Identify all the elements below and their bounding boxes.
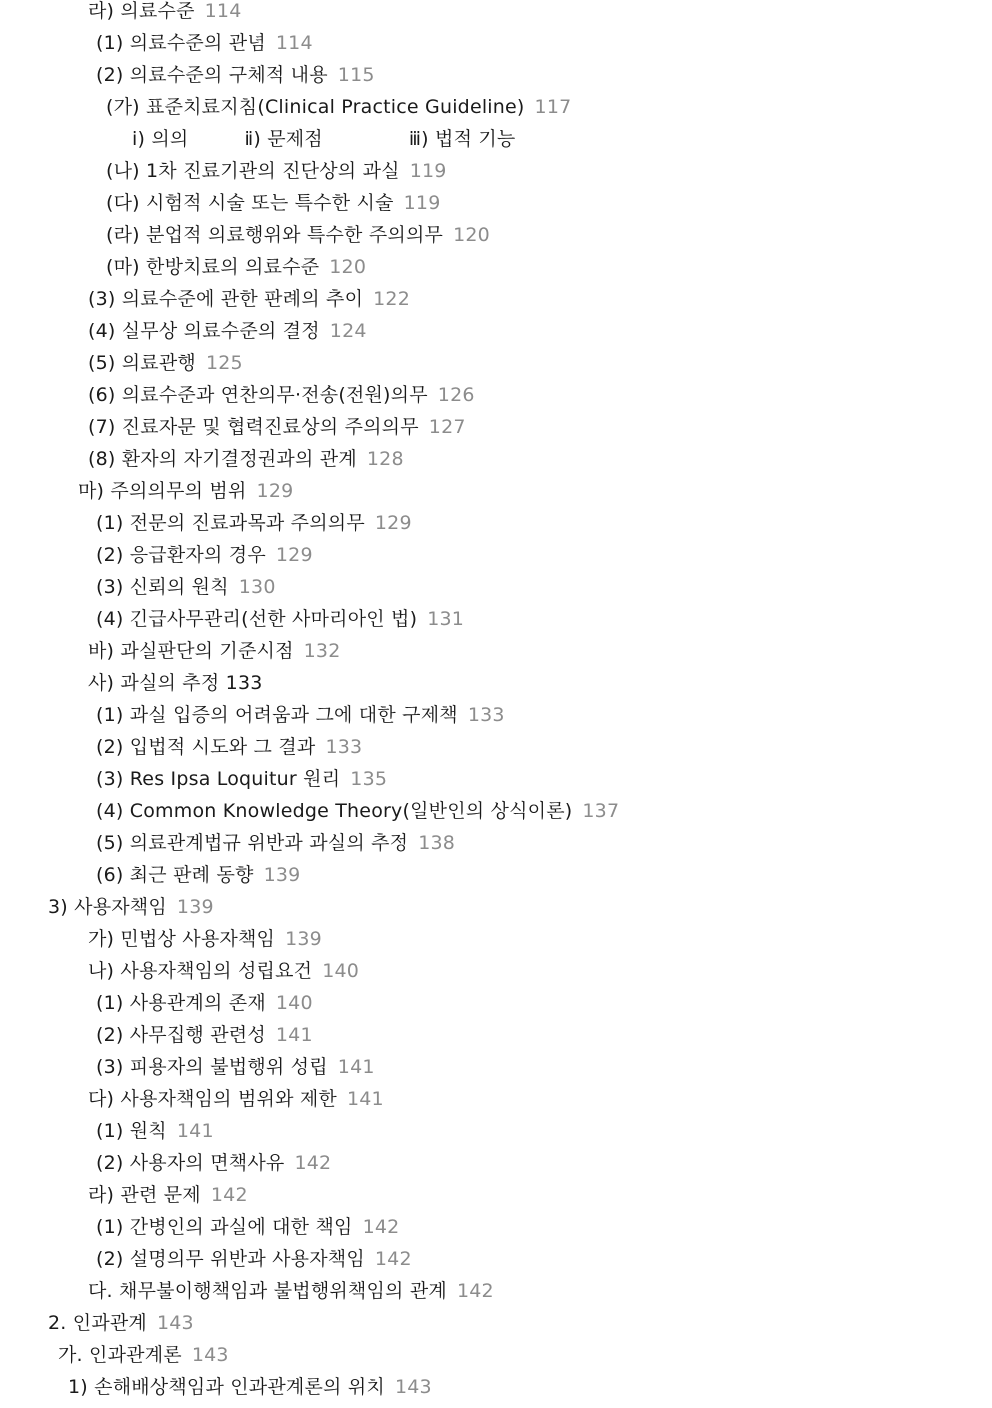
toc-entry-page: 127 — [428, 416, 466, 438]
toc-subitem: ⅲ) 법적 기능 — [408, 128, 516, 150]
toc-entry-title: 라) 의료수준 — [88, 0, 195, 22]
toc-entry[interactable] — [96, 992, 313, 1024]
toc-entry-title: (1) 간병인의 과실에 대한 책임 — [96, 1216, 353, 1238]
toc-entry-page: 140 — [322, 960, 360, 982]
toc-entry-page: 141 — [275, 1024, 313, 1046]
toc-entry[interactable] — [96, 736, 362, 768]
toc-entry-page: 142 — [362, 1216, 400, 1238]
toc-entry-page: 142 — [210, 1184, 248, 1206]
toc-entry[interactable] — [88, 960, 359, 992]
toc-entry-title: (2) 사무집행 관련성 — [96, 1024, 266, 1046]
toc-entry-page: 114 — [275, 32, 313, 54]
toc-entry-page: 125 — [205, 352, 243, 374]
toc-entry[interactable] — [58, 1344, 229, 1376]
toc-entry-page: 126 — [437, 384, 475, 406]
toc-entry-title: (5) 의료관행 — [88, 352, 196, 374]
toc-entry-title: (1) 전문의 진료과목과 주의의무 — [96, 512, 365, 534]
toc-entry[interactable] — [96, 64, 375, 96]
toc-entry-page: 120 — [453, 224, 490, 246]
toc-entry[interactable] — [96, 608, 464, 640]
toc-entry-title: (7) 진료자문 및 협력진료상의 주의의무 — [88, 416, 419, 438]
toc-entry-title: 다. 채무불이행책임과 불법행위책임의 관계 — [88, 1280, 447, 1302]
toc-entry[interactable] — [48, 896, 214, 928]
toc-entry-page: 142 — [456, 1280, 494, 1302]
toc-entry[interactable] — [88, 320, 367, 352]
toc-entry-title: (6) 최근 판례 동향 — [96, 864, 254, 886]
toc-entry-page: 139 — [263, 864, 301, 886]
toc-entry-page: 137 — [582, 800, 620, 822]
toc-entry-title: (2) 사용자의 면책사유 — [96, 1152, 285, 1174]
toc-entry-title: (3) Res Ipsa Loquitur 원리 — [96, 768, 341, 790]
toc-entry[interactable] — [96, 1024, 313, 1056]
toc-entry[interactable] — [96, 1120, 214, 1152]
toc-entry[interactable] — [106, 160, 447, 192]
toc-entry[interactable] — [96, 32, 313, 64]
toc-entry[interactable] — [88, 416, 466, 448]
toc-entry[interactable] — [88, 1280, 494, 1312]
toc-entry[interactable] — [68, 1376, 432, 1408]
toc-entry[interactable] — [96, 768, 387, 800]
toc-entry[interactable] — [96, 704, 505, 736]
toc-entry-page: 142 — [294, 1152, 332, 1174]
toc-entry-page: 140 — [275, 992, 313, 1014]
toc-subitem: ⅱ) 문제점 — [244, 128, 323, 150]
toc-entry[interactable] — [88, 0, 242, 32]
toc-subitem: ⅰ) 의의 — [132, 128, 189, 150]
toc-entry-title: (5) 의료관계법규 위반과 과실의 추정 — [96, 832, 409, 854]
toc-entry-page: 129 — [256, 480, 294, 502]
toc-entry[interactable] — [96, 800, 619, 832]
toc-entry-title: (2) 의료수준의 구체적 내용 — [96, 64, 328, 86]
toc-entry-title: 1) 손해배상책임과 인과관계론의 위치 — [68, 1376, 385, 1398]
toc-entry-page: 139 — [285, 928, 322, 950]
toc-entry-title: (4) 실무상 의료수준의 결정 — [88, 320, 320, 342]
toc-entry[interactable] — [96, 1248, 412, 1280]
toc-entry-title: (3) 피용자의 불법행위 성립 — [96, 1056, 328, 1078]
toc-entry-title: (마) 한방치료의 의료수준 — [106, 256, 320, 278]
toc-entry-page: 143 — [191, 1344, 229, 1366]
toc-entry-page: 122 — [373, 288, 410, 310]
toc-entry[interactable] — [88, 672, 263, 704]
toc-entry[interactable] — [88, 384, 475, 416]
toc-entry-title: 라) 관련 문제 — [88, 1184, 201, 1206]
toc-entry[interactable] — [132, 128, 516, 160]
toc-entry-title: (가) 표준치료지침(Clinical Practice Guideline) — [106, 96, 525, 118]
toc-entry-title: (라) 분업적 의료행위와 특수한 주의의무 — [106, 224, 444, 246]
toc-entry-title: (1) 원칙 — [96, 1120, 167, 1142]
toc-entry-title: 바) 과실판단의 기준시점 — [88, 640, 294, 662]
toc-entry-page: 143 — [394, 1376, 432, 1398]
toc-entry[interactable] — [106, 224, 490, 256]
toc-entry-page: 141 — [346, 1088, 384, 1110]
toc-entry[interactable] — [88, 928, 322, 960]
toc-entry[interactable] — [106, 96, 571, 128]
toc-entry-title: 사) 과실의 추정 133 — [88, 672, 263, 694]
toc-entry-title: (6) 의료수준과 연찬의무·전송(전원)의무 — [88, 384, 428, 406]
toc-entry-page: 124 — [329, 320, 367, 342]
toc-entry[interactable] — [96, 576, 276, 608]
toc-entry[interactable] — [96, 1152, 331, 1184]
toc-entry-page: 120 — [329, 256, 367, 278]
toc-entry-title: 가) 민법상 사용자책임 — [88, 928, 276, 950]
toc-entry-page: 141 — [337, 1056, 375, 1078]
toc-entry-page: 129 — [374, 512, 412, 534]
toc-entry-page: 117 — [534, 96, 572, 118]
toc-entry-title: (2) 입법적 시도와 그 결과 — [96, 736, 316, 758]
toc-entry-page: 133 — [467, 704, 505, 726]
toc-entry[interactable] — [88, 288, 410, 320]
toc-entry-title: 마) 주의의무의 범위 — [78, 480, 247, 502]
toc-entry[interactable] — [106, 256, 366, 288]
toc-entry-title: (1) 과실 입증의 어려움과 그에 대한 구제책 — [96, 704, 458, 726]
toc-entry[interactable] — [96, 544, 313, 576]
toc-entry-title: (4) 긴급사무관리(선한 사마리아인 법) — [96, 608, 418, 630]
toc-entry-page: 128 — [366, 448, 404, 470]
toc-entry-title: 나) 사용자책임의 성립요건 — [88, 960, 313, 982]
toc-entry-page: 141 — [176, 1120, 214, 1142]
toc-entry[interactable] — [88, 640, 341, 672]
toc-entry-title: (2) 응급환자의 경우 — [96, 544, 266, 566]
toc-entry[interactable] — [88, 1184, 248, 1216]
toc-entry[interactable] — [88, 352, 243, 384]
toc-entry-title: (3) 의료수준에 관한 판례의 추이 — [88, 288, 364, 310]
toc-entry-title: (다) 시험적 시술 또는 특수한 시술 — [106, 192, 394, 214]
toc-entry-title: 2. 인과관계 — [48, 1312, 147, 1334]
toc-entry-title: (3) 신뢰의 원칙 — [96, 576, 229, 598]
toc-entry-page: 132 — [303, 640, 341, 662]
toc-entry[interactable] — [96, 832, 455, 864]
toc-entry-page: 143 — [156, 1312, 194, 1334]
toc-entry-title: 다) 사용자책임의 범위와 제한 — [88, 1088, 337, 1110]
toc-entry[interactable] — [96, 864, 300, 896]
toc-entry-title: 3) 사용자책임 — [48, 896, 167, 918]
toc-entry[interactable] — [106, 192, 441, 224]
toc-entry-page: 129 — [275, 544, 313, 566]
toc-entry[interactable] — [88, 1088, 384, 1120]
toc-entry-page: 119 — [409, 160, 447, 182]
toc-entry-page: 114 — [204, 0, 242, 22]
toc-entry[interactable] — [88, 448, 404, 480]
toc-entry[interactable] — [96, 1056, 375, 1088]
toc-entry-title: (8) 환자의 자기결정권과의 관계 — [88, 448, 357, 470]
toc-entry-title: (1) 의료수준의 관념 — [96, 32, 266, 54]
toc-entry-title: (4) Common Knowledge Theory(일반인의 상식이론) — [96, 800, 573, 822]
toc-entry-page: 133 — [325, 736, 363, 758]
toc-entry[interactable] — [96, 1216, 399, 1248]
toc-entry-title: (1) 사용관계의 존재 — [96, 992, 266, 1014]
toc-entry-page: 131 — [427, 608, 465, 630]
toc-entry-title: 가. 인과관계론 — [58, 1344, 182, 1366]
toc-entry[interactable] — [48, 1312, 194, 1344]
toc-entry-page: 139 — [176, 896, 214, 918]
toc-entry-page: 135 — [350, 768, 388, 790]
toc-entry-page: 115 — [337, 64, 375, 86]
toc-entry[interactable] — [96, 512, 412, 544]
toc-entry-page: 130 — [238, 576, 276, 598]
toc-entry-page: 142 — [374, 1248, 412, 1270]
toc-entry[interactable] — [78, 480, 293, 512]
toc-entry-page: 119 — [403, 192, 441, 214]
toc-entry-title: (나) 1차 진료기관의 진단상의 과실 — [106, 160, 400, 182]
toc-entry-title: (2) 설명의무 위반과 사용자책임 — [96, 1248, 365, 1270]
toc-entry-page: 138 — [418, 832, 456, 854]
